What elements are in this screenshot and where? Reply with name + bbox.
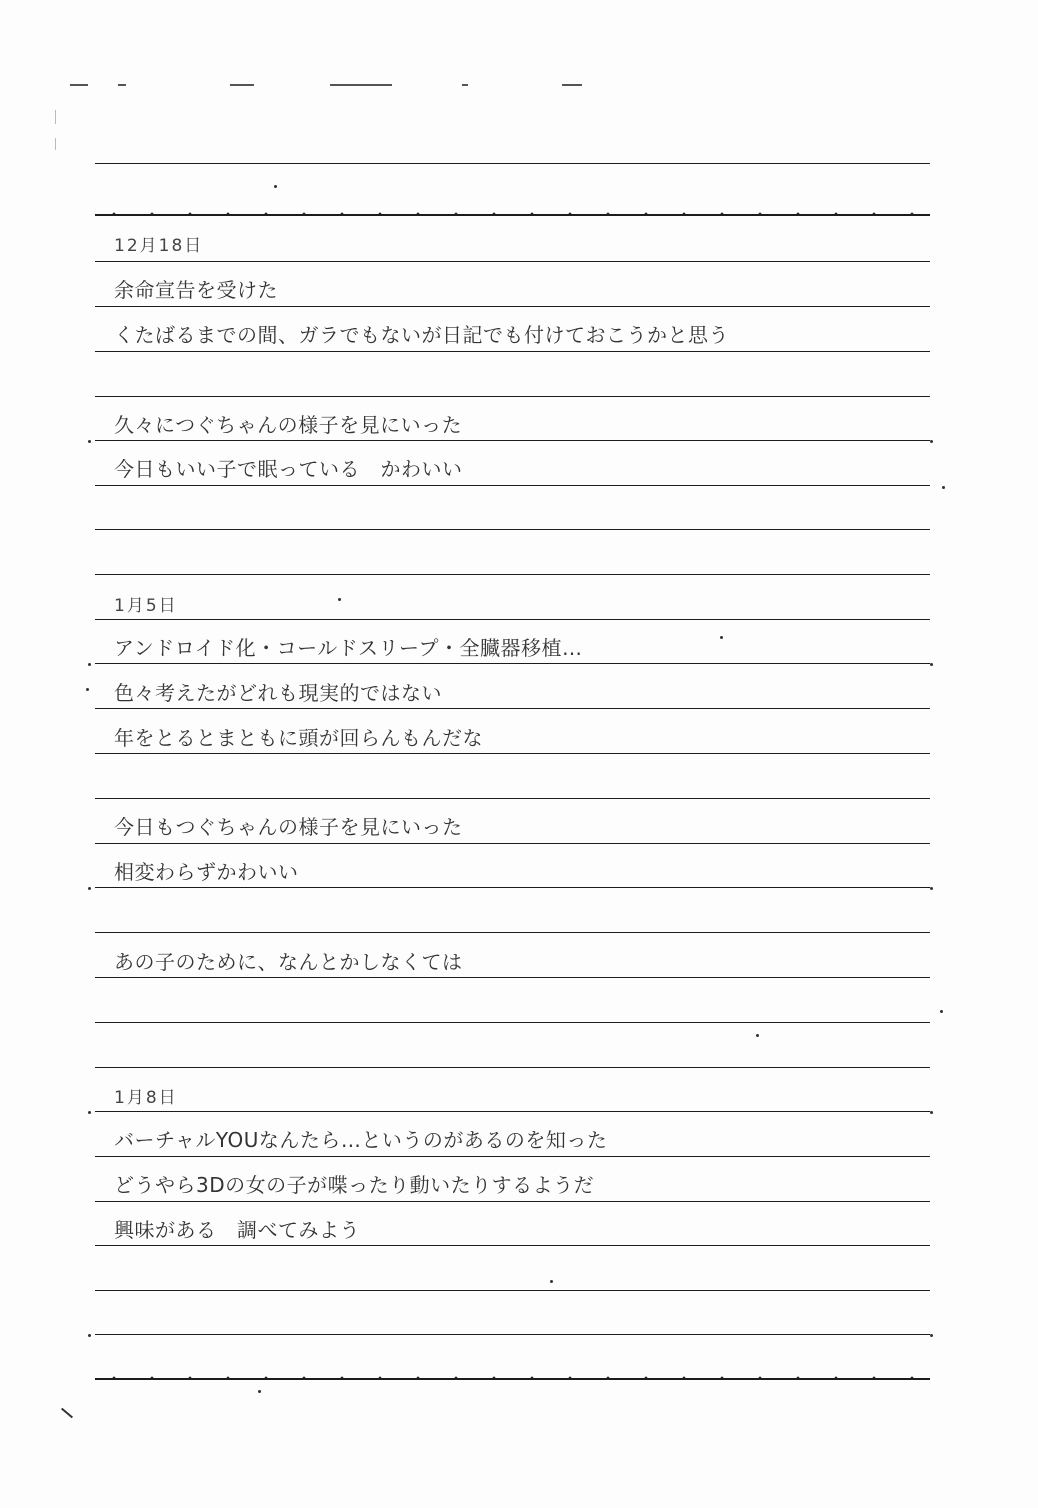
ruled-line (95, 1022, 930, 1023)
scan-speck (274, 185, 277, 188)
scan-speck (930, 887, 933, 890)
ruled-line-dotted (95, 1378, 930, 1380)
ruled-line (95, 843, 930, 844)
scan-artifact (55, 138, 56, 150)
ruled-line (95, 887, 930, 888)
ruled-line (95, 1290, 930, 1291)
ruled-line-dotted (95, 214, 930, 216)
diary-line: 年をとるとまともに頭が回らんもんだな (114, 726, 483, 750)
ruled-line (95, 485, 930, 486)
ruled-line (95, 1111, 930, 1112)
diary-line: くたばるまでの間、ガラでもないが日記でも付けておこうかと思う (114, 323, 729, 347)
ruled-line (95, 440, 930, 441)
ruled-line (95, 574, 930, 575)
diary-line: 色々考えたがどれも現実的ではない (114, 681, 442, 705)
scan-speck (940, 1010, 943, 1013)
ruled-line (95, 396, 930, 397)
ruled-line (95, 351, 930, 352)
diary-line: 余命宣告を受けた (114, 278, 278, 302)
ruled-line (95, 1245, 930, 1246)
entry-date: 12月18日 (114, 236, 204, 256)
ruled-line (95, 163, 930, 164)
scan-speck (88, 663, 91, 666)
diary-line: 今日もつぐちゃんの様子を見にいった (114, 815, 463, 839)
scan-speck (942, 486, 945, 489)
top-scan-marks (70, 84, 630, 90)
ruled-line (95, 529, 930, 530)
scan-speck (930, 1111, 933, 1114)
entry-date: 1月8日 (114, 1088, 178, 1108)
scan-speck (88, 440, 91, 443)
ruled-line (95, 1201, 930, 1202)
ruled-line (95, 798, 930, 799)
scan-artifact (61, 1408, 73, 1419)
ruled-line (95, 1067, 930, 1068)
scan-speck (88, 1334, 91, 1337)
ruled-line (95, 1156, 930, 1157)
ruled-line (95, 663, 930, 664)
ruled-line (95, 619, 930, 620)
scan-speck (86, 688, 89, 691)
ruled-line (95, 753, 930, 754)
diary-line: 興味がある 調べてみよう (114, 1218, 360, 1242)
diary-line: 久々につぐちゃんの様子を見にいった (114, 413, 463, 437)
scan-speck (550, 1280, 553, 1283)
scan-speck (930, 1334, 933, 1337)
scan-speck (88, 887, 91, 890)
scan-speck (88, 1111, 91, 1114)
scan-speck (338, 598, 341, 601)
scan-speck (930, 440, 933, 443)
scan-speck (930, 663, 933, 666)
diary-line: 相変わらずかわいい (114, 860, 299, 884)
ruled-line (95, 932, 930, 933)
ruled-line (95, 306, 930, 307)
scan-speck (756, 1034, 759, 1037)
entry-date: 1月5日 (114, 596, 178, 616)
diary-line: アンドロイド化・コールドスリープ・全臓器移植… (114, 636, 583, 660)
ruled-line (95, 977, 930, 978)
diary-line: あの子のために、なんとかしなくては (114, 950, 463, 974)
scan-speck (720, 636, 723, 639)
diary-line: どうやら3Dの女の子が喋ったり動いたりするようだ (114, 1173, 595, 1197)
ruled-line (95, 1334, 930, 1335)
scan-artifact (55, 110, 56, 124)
ruled-line (95, 708, 930, 709)
ruled-line (95, 261, 930, 262)
diary-line: バーチャルYOUなんたら…というのがあるのを知った (114, 1128, 608, 1152)
diary-line: 今日もいい子で眠っている かわいい (114, 457, 463, 481)
scan-speck (258, 1390, 261, 1393)
